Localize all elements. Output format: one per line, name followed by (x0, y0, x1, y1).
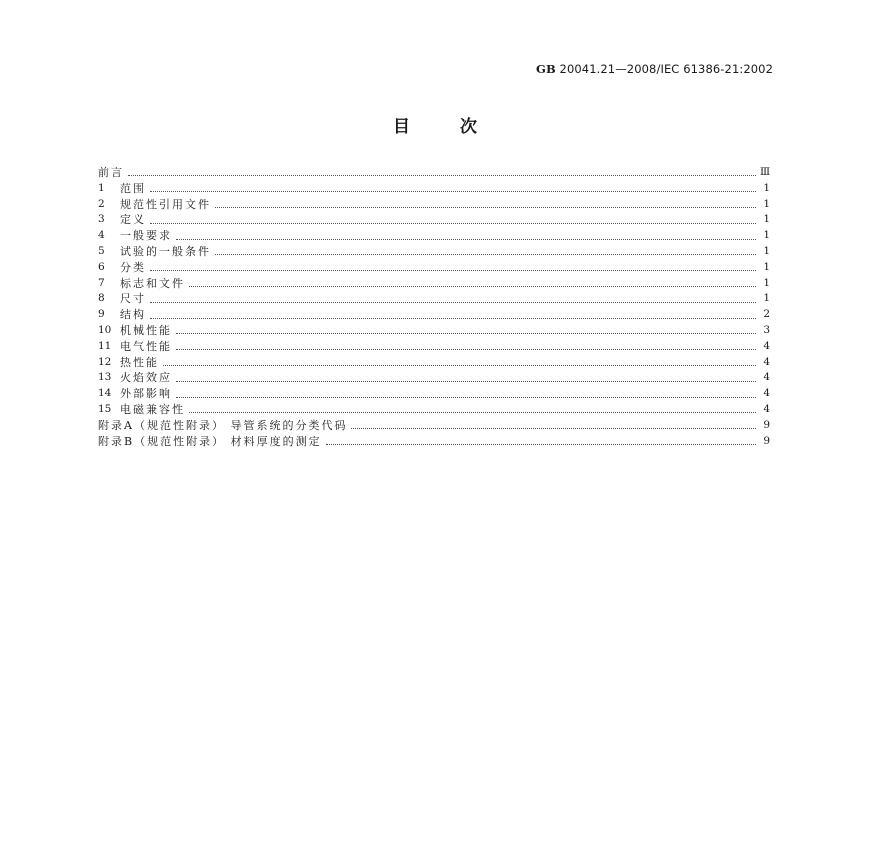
toc-leader-dots (215, 207, 756, 208)
page-title: 目次 (393, 117, 527, 137)
toc-entry-page: 1 (763, 181, 770, 194)
toc-entry-page: 1 (763, 244, 770, 257)
toc-entry-label: 机械性能 (120, 323, 172, 337)
toc-entry-page: 4 (763, 339, 770, 352)
toc-entry-number: 3 (98, 213, 105, 226)
toc-entry-7[interactable] (98, 276, 770, 292)
toc-entry-number: 11 (98, 339, 112, 352)
toc-entry-page: 1 (763, 292, 770, 305)
toc-entry-page: 4 (763, 371, 770, 384)
toc-leader-dots (176, 381, 756, 382)
toc-entry-number: 1 (98, 181, 105, 194)
toc-entry-label: 附录B（规范性附录） 材料厚度的测定 (98, 434, 322, 448)
toc-leader-dots (128, 175, 756, 176)
toc-entry-5[interactable] (98, 244, 770, 260)
toc-entry-label: 定义 (120, 213, 146, 227)
toc-entry-appendix-a[interactable] (98, 418, 770, 434)
toc-entry-13[interactable] (98, 370, 770, 386)
toc-entry-label: 电磁兼容性 (120, 402, 185, 416)
toc-entry-label: 火焰效应 (120, 371, 172, 385)
toc-entry-1[interactable] (98, 181, 770, 197)
toc-entry-12[interactable] (98, 355, 770, 371)
toc-leader-dots (326, 444, 756, 445)
toc-entry-3[interactable] (98, 212, 770, 228)
toc-entry-label: 一般要求 (120, 229, 172, 243)
toc-entry-label: 试验的一般条件 (120, 244, 211, 258)
toc-entry-page: 1 (763, 276, 770, 289)
toc-leader-dots (176, 333, 756, 334)
toc-entry-number: 7 (98, 276, 105, 289)
toc-leader-dots (176, 239, 756, 240)
toc-leader-dots (189, 412, 756, 413)
toc-entry-number: 12 (98, 355, 112, 368)
toc-leader-dots (150, 223, 756, 224)
toc-entry-page: 1 (763, 197, 770, 210)
toc-entry-page: 9 (763, 418, 770, 431)
toc-entry-page: 4 (763, 387, 770, 400)
toc-entry-number: 8 (98, 292, 105, 305)
toc-leader-dots (150, 270, 756, 271)
table-of-contents (98, 165, 770, 449)
toc-leader-dots (150, 318, 756, 319)
toc-entry-label: 分类 (120, 260, 146, 274)
toc-entry-number: 9 (98, 308, 105, 321)
toc-entry-15[interactable] (98, 402, 770, 418)
toc-entry-number: 2 (98, 197, 105, 210)
toc-leader-dots (150, 302, 756, 303)
toc-entry-page: 4 (763, 402, 770, 415)
toc-entry-label: 电气性能 (120, 339, 172, 353)
toc-entry-14[interactable] (98, 386, 770, 402)
toc-entry-label: 外部影响 (120, 387, 172, 401)
toc-entry-4[interactable] (98, 228, 770, 244)
toc-entry-page: 1 (763, 260, 770, 273)
standard-number: 20041.21—2008/IEC 61386-21:2002 (555, 62, 773, 76)
toc-entry-foreword[interactable] (98, 165, 770, 181)
toc-entry-label: 规范性引用文件 (120, 197, 211, 211)
standard-code (536, 62, 773, 76)
toc-entry-label: 前言 (98, 166, 124, 179)
toc-entry-6[interactable] (98, 260, 770, 276)
toc-entry-2[interactable] (98, 197, 770, 213)
toc-entry-label: 尺寸 (120, 292, 146, 306)
toc-entry-page: Ⅲ (760, 166, 771, 178)
toc-entry-number: 6 (98, 260, 105, 273)
toc-entry-label: 热性能 (120, 355, 159, 369)
toc-entry-number: 4 (98, 229, 105, 242)
toc-leader-dots (176, 349, 756, 350)
toc-entry-10[interactable] (98, 323, 770, 339)
toc-entry-number: 14 (98, 387, 112, 400)
toc-entry-appendix-b[interactable] (98, 434, 770, 450)
toc-entry-number: 15 (98, 402, 112, 415)
toc-entry-page: 9 (763, 434, 770, 447)
toc-leader-dots (215, 254, 756, 255)
toc-leader-dots (176, 397, 756, 398)
toc-entry-page: 2 (763, 308, 770, 321)
toc-entry-label: 范围 (120, 181, 146, 195)
toc-leader-dots (189, 286, 756, 287)
toc-entry-number: 10 (98, 323, 112, 336)
toc-entry-8[interactable] (98, 291, 770, 307)
standard-prefix: GB (536, 62, 556, 76)
toc-entry-page: 4 (763, 355, 770, 368)
toc-entry-number: 5 (98, 244, 105, 257)
toc-leader-dots (351, 428, 756, 429)
toc-leader-dots (150, 191, 756, 192)
toc-entry-page: 3 (763, 323, 770, 336)
toc-entry-page: 1 (763, 229, 770, 242)
toc-entry-label: 结构 (120, 308, 146, 322)
toc-entry-page: 1 (763, 213, 770, 226)
toc-entry-label: 标志和文件 (120, 276, 185, 290)
toc-entry-label: 附录A（规范性附录） 导管系统的分类代码 (98, 418, 348, 432)
toc-entry-number: 13 (98, 371, 112, 384)
toc-entry-9[interactable] (98, 307, 770, 323)
toc-leader-dots (163, 365, 756, 366)
toc-entry-11[interactable] (98, 339, 770, 355)
